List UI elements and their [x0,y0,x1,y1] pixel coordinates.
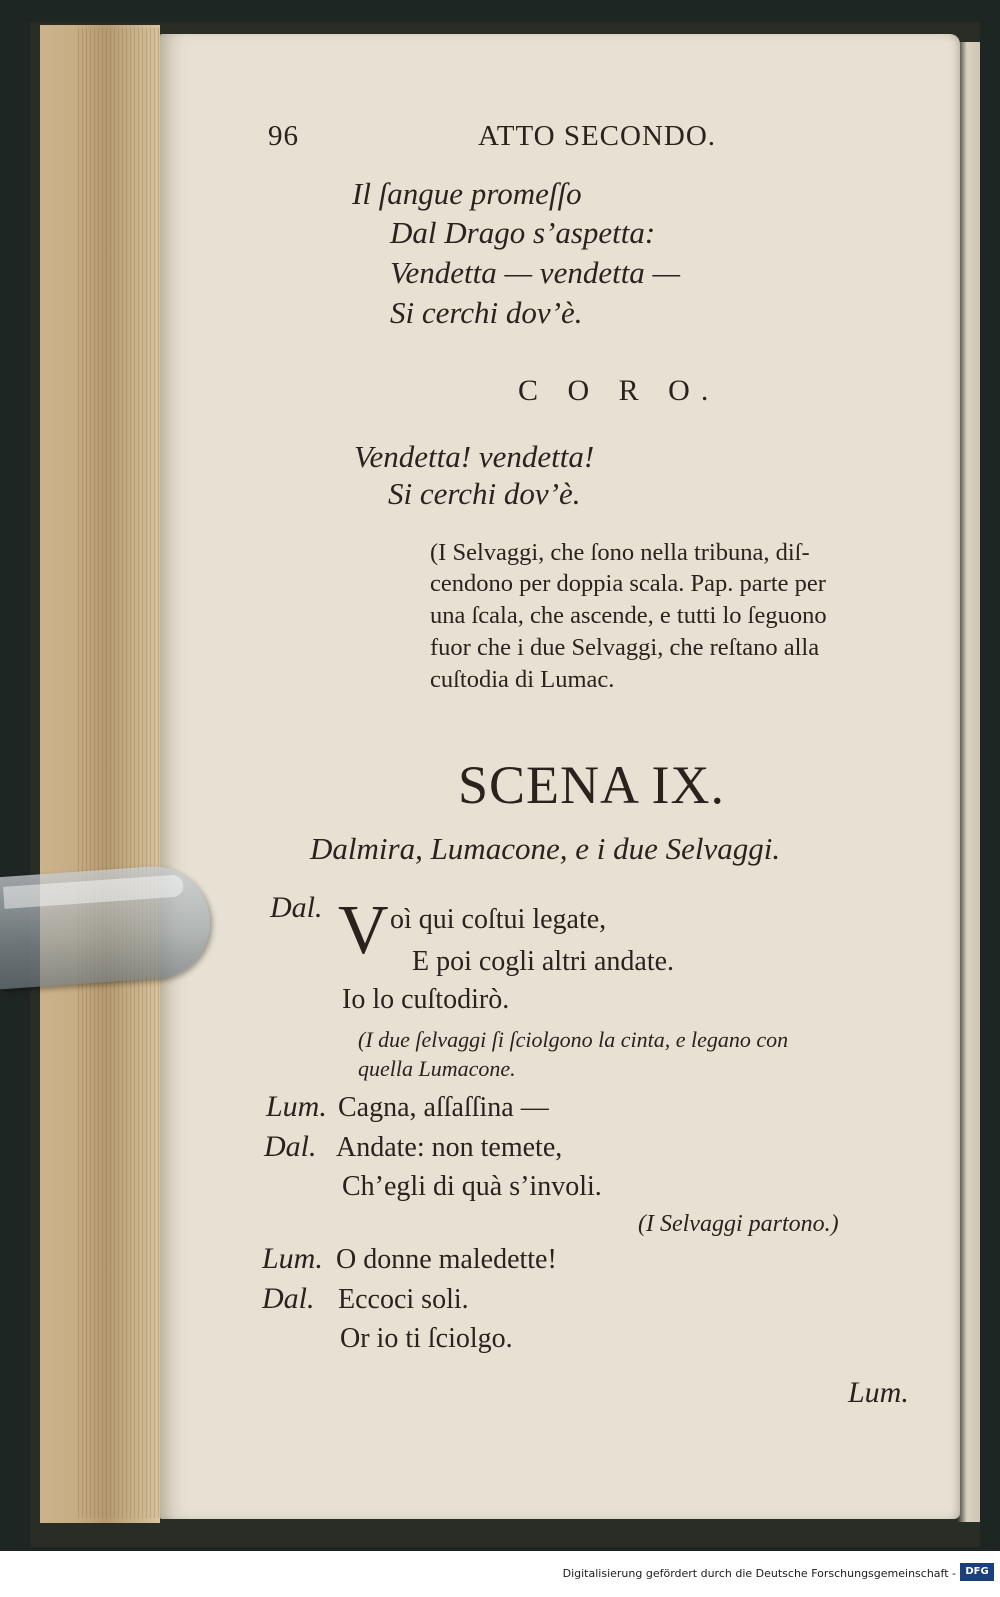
speaker-dal-1: Dal. [270,891,323,924]
catchword: Lum. [848,1376,909,1409]
running-title: ATTO SECONDO. [478,120,717,152]
bookmark-shine [3,874,184,909]
dal3-line-1: Eccoci soli. [338,1284,469,1315]
coro-line-2: Si cerchi dov’è. [388,476,581,511]
aria-line-4: Si cerchi dov’è. [390,295,583,330]
dal2-line-1: Andate: non temete, [336,1132,563,1163]
drop-cap: V [338,892,389,969]
coro-heading: C O R O. [518,374,720,407]
page-edge-stripes [78,28,160,1518]
dal-line-2: E poi cogli altri andate. [412,946,675,977]
stage-direction-line-1: (I Selvaggi, che ſono nella tribuna, diſ- [430,539,810,566]
speaker-lum-2: Lum. [262,1242,323,1275]
stage-direction-line-5: cuſtodia di Lumac. [430,666,615,693]
dal3-line-2: Or io ti ſciolgo. [340,1323,513,1354]
speaker-dal-3: Dal. [262,1282,315,1315]
aria-line-3: Vendetta — vendetta — [390,255,681,290]
scene-characters: Dalmira, Lumacone, e i due Selvaggi. [310,831,781,866]
lum-line-1: Cagna, aſſaſſina — [338,1092,549,1123]
scene-title: SCENA IX. [458,755,726,815]
stage-direction-3: (I Selvaggi partono.) [638,1211,839,1237]
dal2-line-2: Ch’egli di quà s’involi. [342,1171,602,1202]
dfg-logo-icon: DFG [960,1563,994,1581]
stage-direction-2-line-2: quella Lumacone. [358,1056,516,1081]
dal-line-3: Io lo cuſtodirò. [342,984,510,1015]
coro-line-1: Vendetta! vendetta! [354,439,595,474]
footer-bar [0,1551,1000,1597]
dal-line-1: oì qui coſtui legate, [390,904,607,935]
aria-line-1: Il ſangue promeſſo [352,176,582,211]
footer-credit: Digitalisierung gefördert durch die Deutsche Forschungsgemeinschaft - [562,1567,956,1580]
aria-line-2: Dal Drago s’aspetta: [390,215,656,250]
lum2-line-1: O donne maledette! [336,1244,557,1275]
clear-bookmark-clip [0,863,214,990]
book-page [160,34,960,1519]
stage-direction-line-4: fuor che i due Selvaggi, che reſtano alla [430,634,820,661]
next-page-edge [958,42,980,1522]
stage-direction-line-3: una ſcala, che ascende, e tutti lo ſeguono [430,602,827,629]
stage-direction-line-2: cendono per doppia scala. Pap. parte per [430,570,826,597]
page-number: 96 [268,120,299,152]
stage-direction-2-line-1: (I due ſelvaggi ſi ſciolgono la cinta, e legano con [358,1027,789,1052]
speaker-dal-2: Dal. [264,1130,317,1163]
speaker-lum-1: Lum. [266,1090,327,1123]
